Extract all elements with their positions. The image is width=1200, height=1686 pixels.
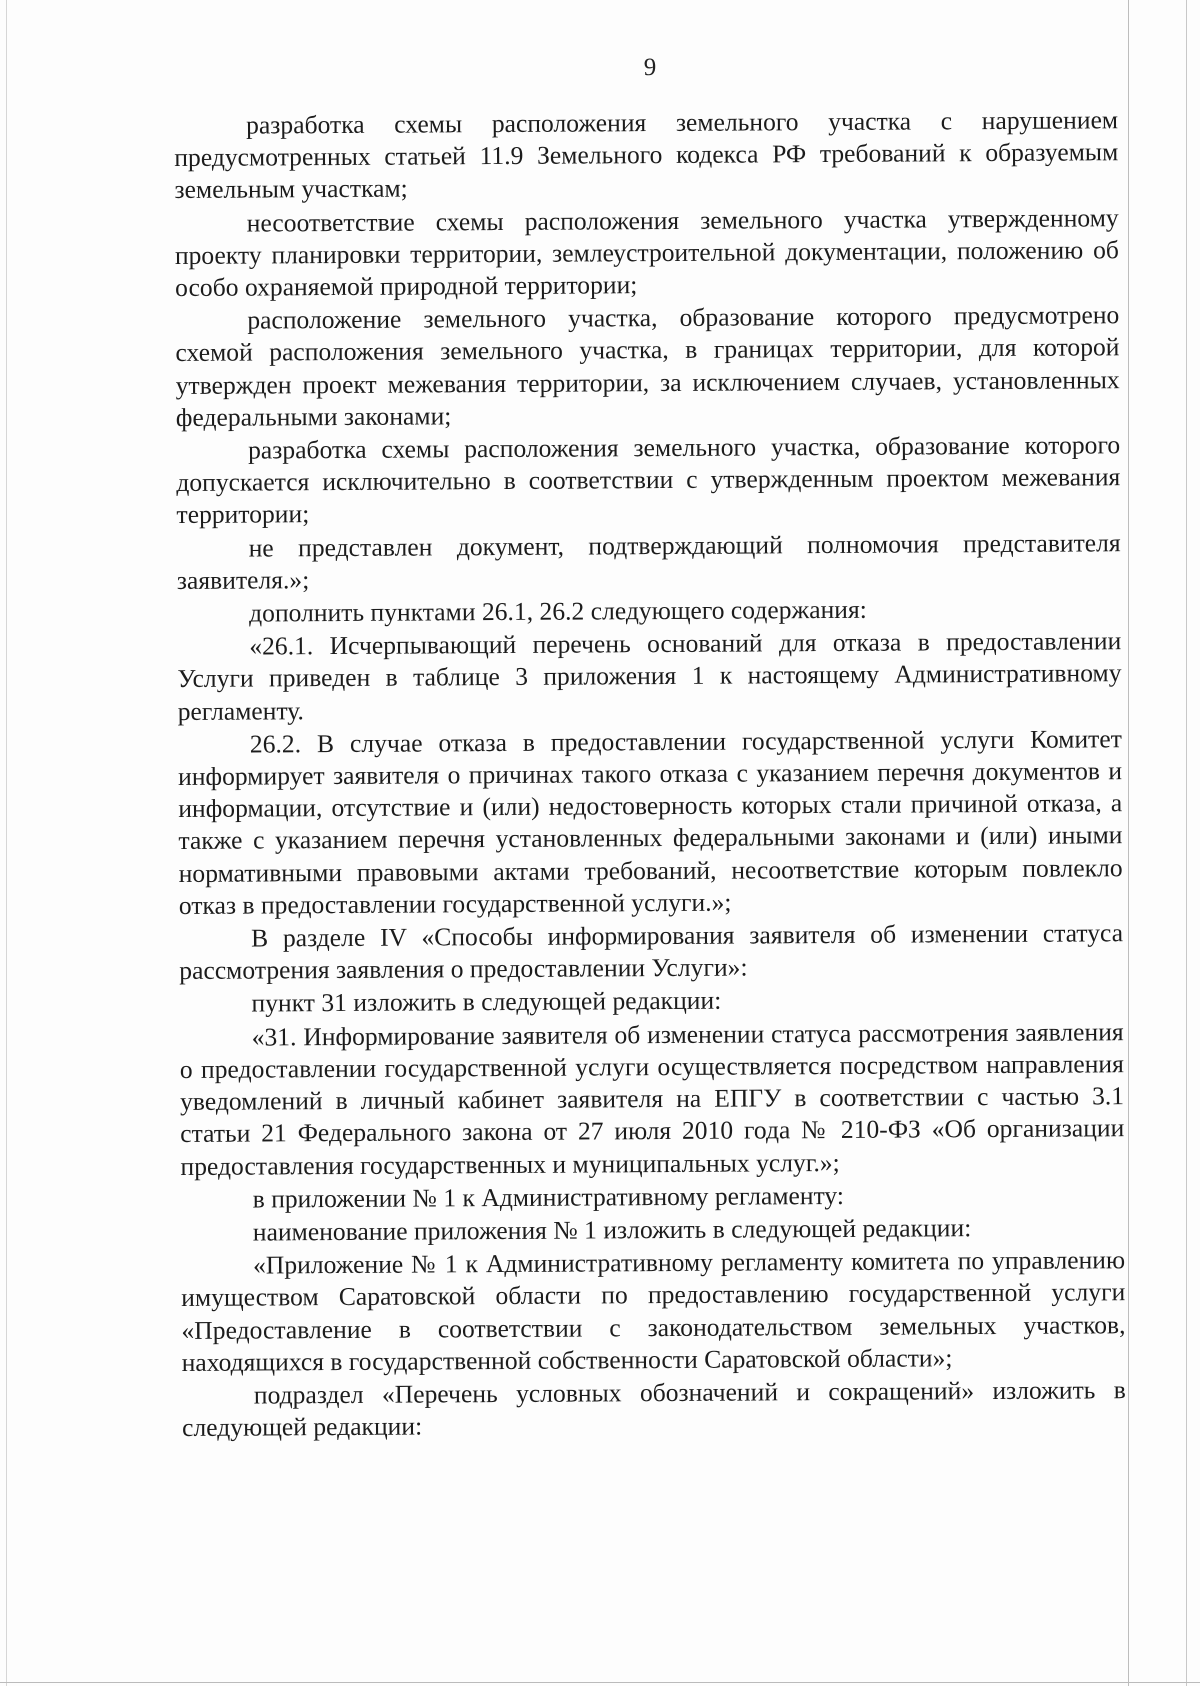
paragraph: дополнить пунктами 26.1, 26.2 следующего содержания:: [248, 594, 867, 628]
document-body: [174, 104, 1126, 1445]
scan-border-bottom: [0, 1682, 1200, 1683]
paragraph: расположение земельного участка, образование которого предусмотрено схемой расположения земельного участка, в границах территории, для которой утвержден проект межевания территории, за исключением случаев, установленных федеральными законами;: [175, 300, 1120, 432]
paragraph: «26.1. Исчерпывающий перечень оснований для отказа в предоставлении Услуги приведен в таблице 3 приложения 1 к настоящему Административному регламенту.: [177, 626, 1122, 726]
paragraph: не представлен документ, подтверждающий полномочия представителя заявителя.»;: [176, 527, 1121, 595]
paragraph: 26.2. В случае отказа в предоставлении государственной услуги Комитет информирует заявителя о причинах такого отказа с указанием перечня документов и информации, отсутствие и (или) недостоверность которых стали причиной отказа, а также с указанием перечня установленных федеральными законами и (или) иными нормативными правовыми актами требований, несоответствие которым повлекло отказ в предоставлении государственной услуги.»;: [177, 724, 1123, 920]
paragraph: В разделе IV «Способы информирования заявителя об изменении статуса рассмотрения заявления о предоставлении Услуги»:: [179, 918, 1124, 986]
scan-border-right-inner: [1128, 0, 1129, 1686]
page-number: 9: [643, 54, 657, 81]
scan-border-left: [6, 0, 7, 1686]
paragraph: подраздел «Перечень условных обозначений и сокращений» изложить в следующей редакции:: [181, 1375, 1126, 1443]
paragraph: разработка схемы расположения земельного участка с нарушением предусмотренных статьей 11.9 Земельного кодекса РФ требований к образуемым земельным участкам;: [174, 105, 1119, 205]
paragraph: в приложении № 1 к Административному регламенту:: [252, 1180, 845, 1214]
paragraph: разработка схемы расположения земельного участка, образование которого допускается исключительно в соответствии с утвержденным проектом межевания территории;: [176, 430, 1121, 530]
paragraph: наименование приложения № 1 изложить в следующей редакции:: [252, 1213, 972, 1247]
scan-border-right-outer: [1186, 0, 1187, 1686]
paragraph: «Приложение № 1 к Административному регламенту комитета по управлению имуществом Саратовской области по предоставлению государственной услуги «Предоставление в соответствии с законодательством земельных участков, находящихся в государственной собственности Саратовской области»;: [181, 1245, 1126, 1377]
paragraph: пункт 31 изложить в следующей редакции:: [251, 986, 722, 1019]
paragraph: «31. Информирование заявителя об изменении статуса рассмотрения заявления о предоставлении государственной услуги осуществляется посредством направления уведомлений в личный кабинет заявителя на ЕПГУ в соответствии с частью 3.1 статьи 21 Федерального закона от 27 июля 2010 года № 210-ФЗ «Об организации предоставления государственных и муниципальных услуг.»;: [179, 1016, 1125, 1181]
paragraph: несоответствие схемы расположения земельного участка утвержденному проекту планировки территории, землеустроительной документации, положению об особо охраняемой природной территории;: [174, 202, 1119, 303]
